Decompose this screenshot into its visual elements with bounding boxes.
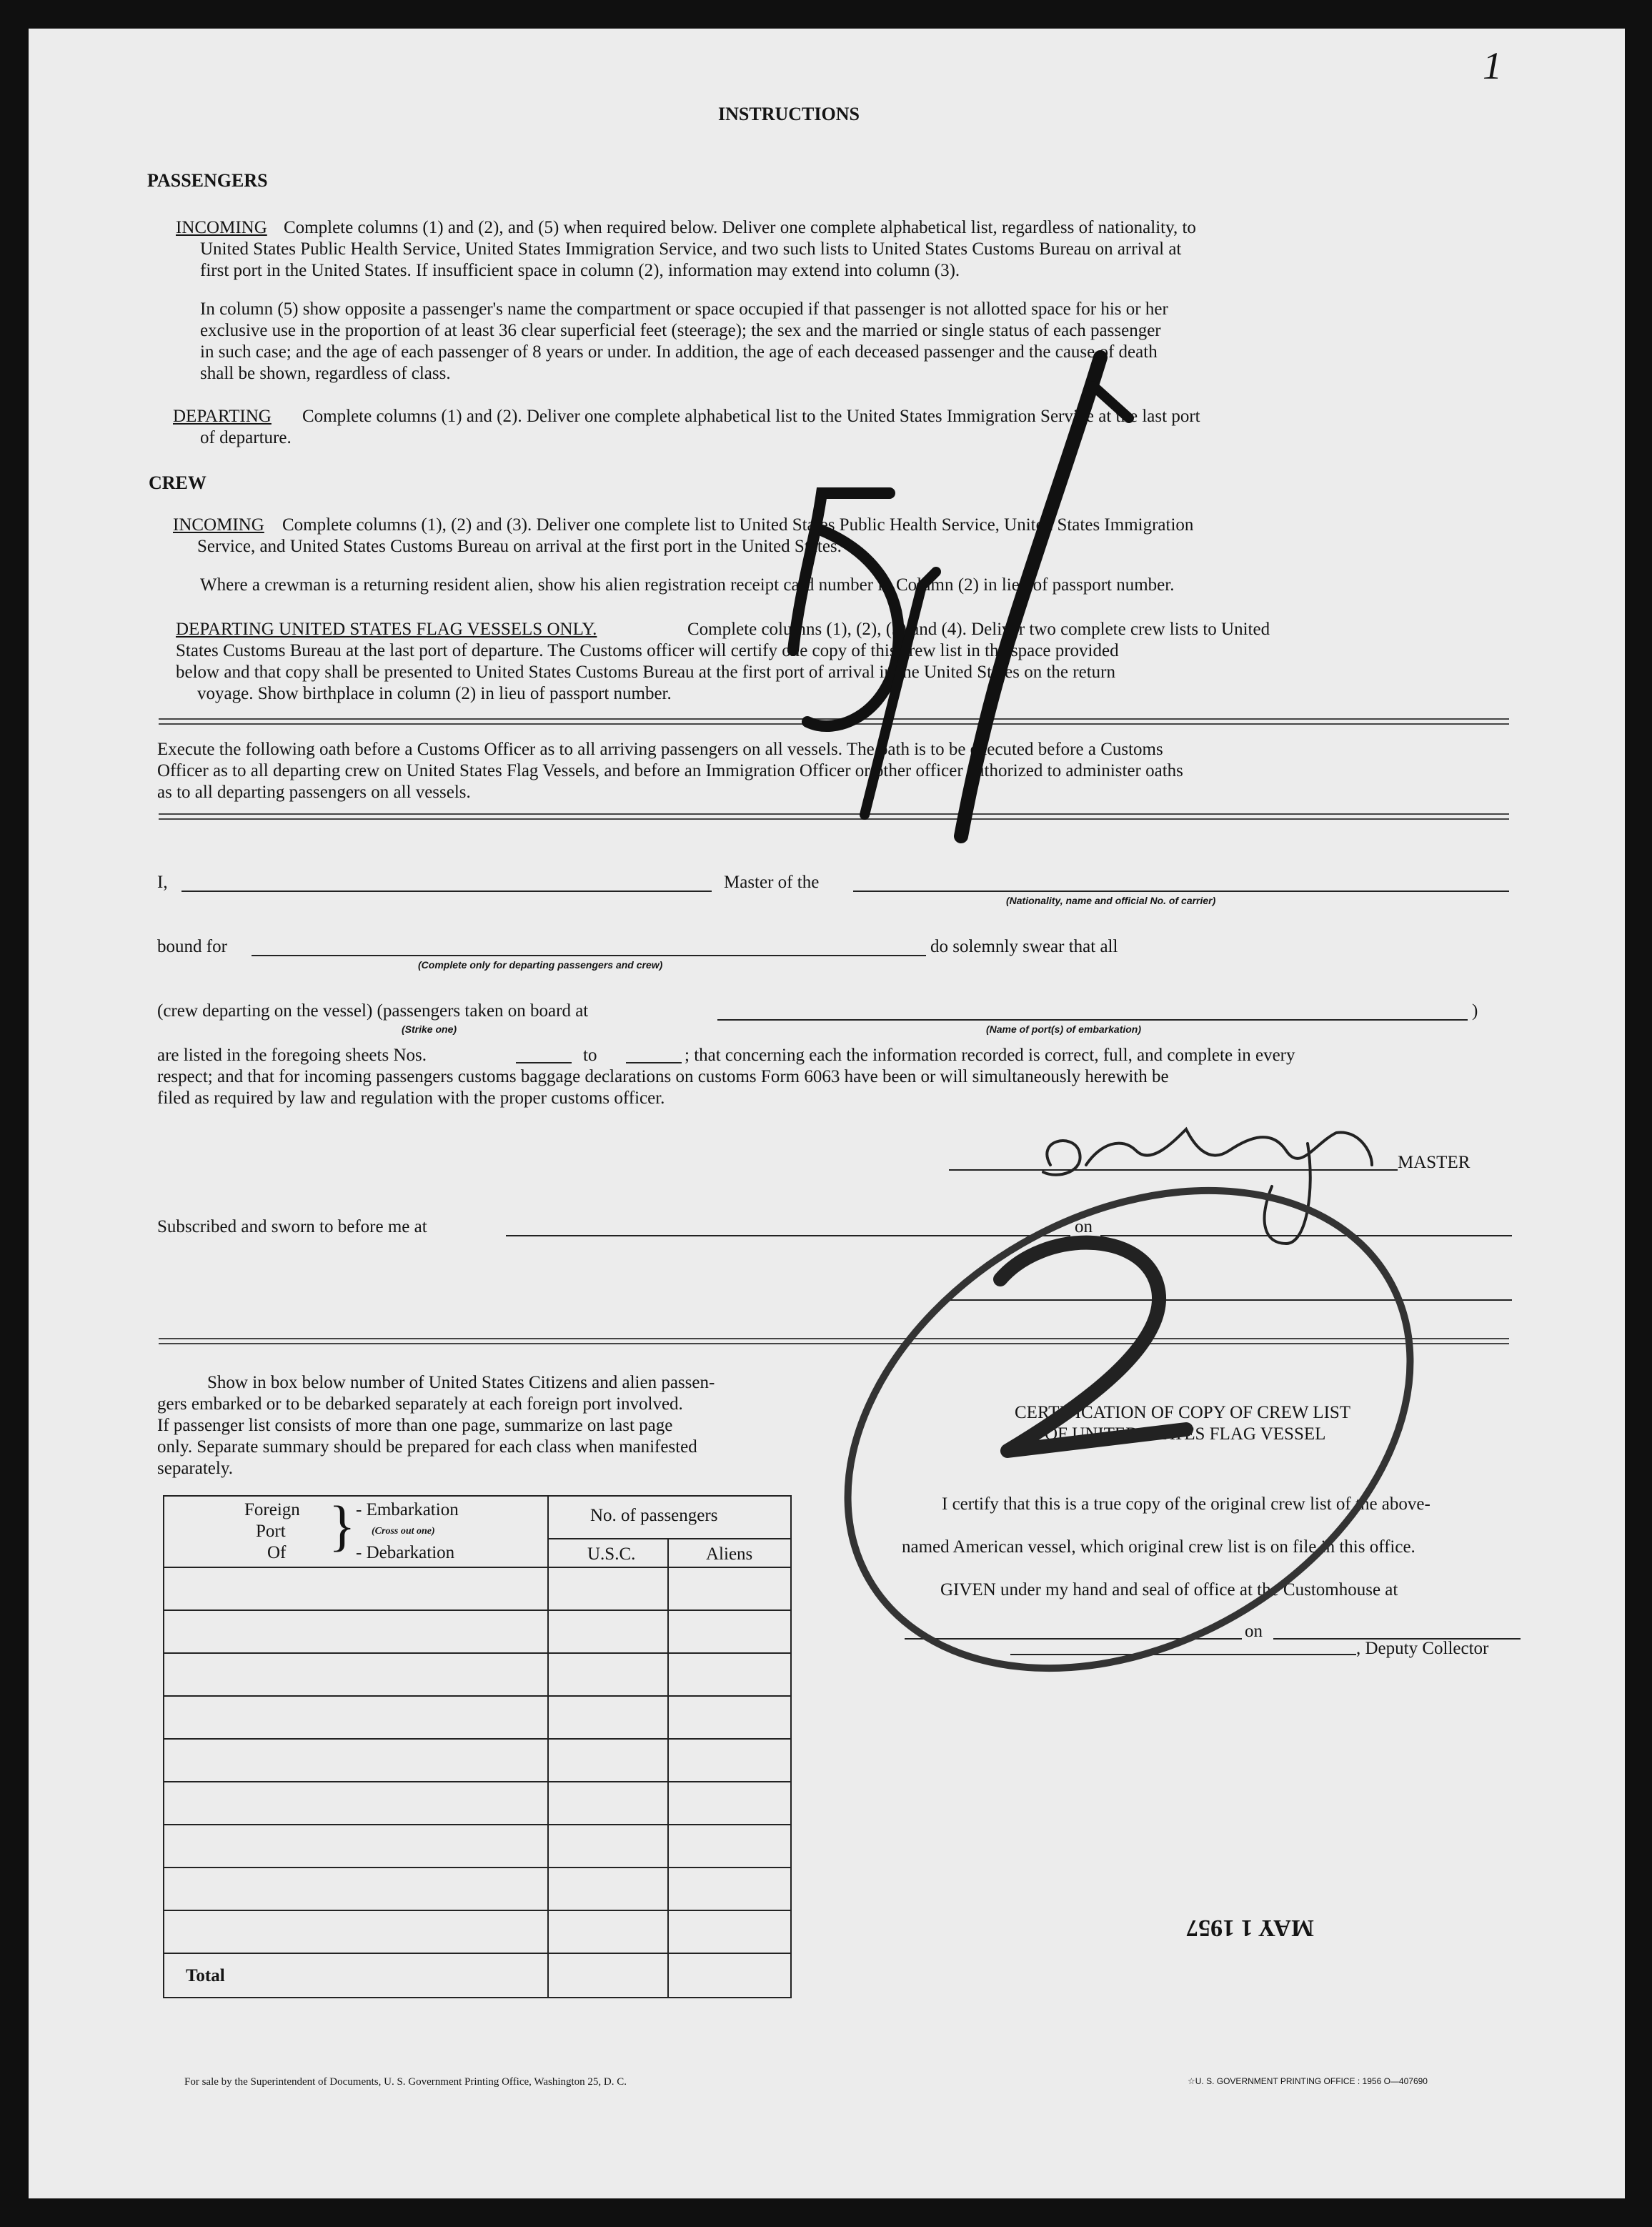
passengers-incoming-line: Complete columns (1) and (2), and (5) when required below. Deliver one complete alphabetical list, regardless of nationality, to — [284, 218, 1196, 237]
of-label: Of — [267, 1543, 287, 1562]
sworn-on-label: on — [1075, 1217, 1093, 1236]
no-passengers-label: No. of passengers — [590, 1506, 718, 1525]
certification-line: named American vessel, which original crew list is on file in this office. — [902, 1537, 1415, 1557]
listed-text: are listed in the foregoing sheets Nos. — [157, 1046, 427, 1065]
summary-note-line: gers embarked or to be debarked separately at each foreign port involved. — [157, 1394, 683, 1414]
certification-title: OF UNITED STATES FLAG VESSEL — [1045, 1424, 1326, 1444]
passengers-departing-line: Complete columns (1) and (2). Deliver one complete alphabetical list to the United States Immigration Service at the last port — [302, 407, 1200, 426]
embarkation-caption: (Name of port(s) of embarkation) — [986, 1023, 1142, 1035]
strike-caption: (Strike one) — [402, 1023, 457, 1035]
handwriting-overlay — [29, 29, 1625, 2198]
crew-departing-us-line: States Customs Bureau at the last port of departure. The Customs officer will certify one copy of this crew list in the space provided — [176, 641, 1119, 660]
crew-incoming-line: Service, and United States Customs Bureau on arrival at the first port in the United States. — [197, 537, 842, 556]
passengers-incoming-line: United States Public Health Service, United States Immigration Service, and two such lists to United States Customs Bureau on arrival at — [200, 239, 1182, 259]
handwritten-digit-5 — [793, 493, 899, 726]
swear-label: do solemnly swear that all — [930, 937, 1118, 956]
carrier-caption: (Nationality, name and official No. of carrier) — [1006, 895, 1216, 906]
corner-handwritten-mark: 1 — [1483, 44, 1502, 87]
crew-incoming-label: INCOMING — [173, 515, 264, 535]
oath-instruction-line: Officer as to all departing crew on United States Flag Vessels, and before an Immigration Officer or other officer authorized to administer oaths — [157, 761, 1183, 780]
date-stamp: MAY 1 1957 — [1186, 1915, 1314, 1941]
crew-departing-us-line: below and that copy shall be presented to United States Customs Bureau at the first port of arrival in the United States on the return — [176, 663, 1115, 682]
master-signature — [1043, 1129, 1372, 1244]
passengers-column5-line: In column (5) show opposite a passenger's name the compartment or space occupied if that passenger is not allotted space for his or her — [200, 299, 1168, 319]
crew-departing-us-line: Complete columns (1), (2), (3) and (4). Deliver two complete crew lists to United — [687, 620, 1270, 639]
embarkation-label: - Embarkation — [356, 1500, 459, 1519]
listed-text: respect; and that for incoming passengers customs baggage declarations on customs Form 6063 have been or will simultaneously herewith be — [157, 1067, 1169, 1086]
deputy-collector-label: , Deputy Collector — [1356, 1639, 1489, 1658]
passengers-incoming-line: first port in the United States. If insufficient space in column (2), information may extend into column (3). — [200, 261, 960, 280]
bound-caption: (Complete only for departing passengers and crew) — [418, 959, 663, 971]
brace-glyph: } — [329, 1494, 356, 1557]
instructions-title: INSTRUCTIONS — [718, 104, 860, 124]
oath-instruction-line: Execute the following oath before a Customs Officer as to all arriving passengers on all vessels. The oath is to be executed before a Customs — [157, 740, 1163, 759]
crew-resident-alien-note: Where a crewman is a returning resident alien, show his alien registration receipt card number in Column (2) in lieu of passport number. — [200, 575, 1175, 595]
summary-note-line: only. Separate summary should be prepared for each class when manifested — [157, 1437, 697, 1457]
footer-left: For sale by the Superintendent of Documents, U. S. Government Printing Office, Washington 25, D. C. — [184, 2076, 627, 2088]
summary-note-line: Show in box below number of United States Citizens and alien passen- — [207, 1373, 715, 1392]
listed-text: ; that concerning each the information recorded is correct, full, and complete in every — [685, 1046, 1295, 1065]
listed-text: filed as required by law and regulation with the proper customs officer. — [157, 1088, 665, 1108]
close-paren: ) — [1472, 1001, 1478, 1021]
passengers-column5-line: exclusive use in the proportion of at least 36 clear superficial feet (steerage); the sex and the married or single status of each passenger — [200, 321, 1161, 340]
master-label: MASTER — [1398, 1153, 1471, 1172]
certification-title: CERTIFICATION OF COPY OF CREW LIST — [1015, 1403, 1351, 1422]
passengers-incoming-label: INCOMING — [176, 218, 267, 237]
crew-incoming-line: Complete columns (1), (2) and (3). Deliver one complete list to United States Public Health Service, United States Immigration — [282, 515, 1194, 535]
listed-to-label: to — [583, 1046, 597, 1065]
subscribed-label: Subscribed and sworn to before me at — [157, 1217, 427, 1236]
summary-note-line: If passenger list consists of more than one page, summarize on last page — [157, 1416, 673, 1435]
crew-departing-us-label: DEPARTING UNITED STATES FLAG VESSELS ONLY. — [176, 620, 597, 639]
certification-on-label: on — [1245, 1622, 1263, 1641]
cross-out-caption: (Cross out one) — [372, 1526, 435, 1537]
handwritten-digit-2 — [1000, 1243, 1186, 1451]
passengers-departing-line: of departure. — [200, 428, 292, 447]
oath-instruction-line: as to all departing passengers on all vessels. — [157, 783, 471, 802]
passengers-heading: PASSENGERS — [147, 170, 268, 191]
summary-note-line: separately. — [157, 1459, 233, 1478]
bound-for-label: bound for — [157, 937, 227, 956]
passengers-column5-line: in such case; and the age of each passenger of 8 years or under. In addition, the age of each deceased passenger and the cause of death — [200, 342, 1158, 362]
crew-departing-strike-text: (crew departing on the vessel) (passengers taken on board at — [157, 1001, 589, 1021]
crew-departing-us-line: voyage. Show birthplace in column (2) in lieu of passport number. — [197, 684, 672, 703]
master-of-label: Master of the — [724, 873, 820, 892]
handwritten-digit-1 — [961, 357, 1100, 836]
passengers-column5-line: shall be shown, regardless of class. — [200, 364, 451, 383]
form-page — [29, 29, 1625, 2198]
debarkation-label: - Debarkation — [356, 1543, 455, 1562]
footer-right: ☆U. S. GOVERNMENT PRINTING OFFICE : 1956 O—407690 — [1188, 2076, 1428, 2086]
passengers-departing-label: DEPARTING — [173, 407, 272, 426]
total-label: Total — [186, 1966, 225, 1985]
aliens-label: Aliens — [706, 1544, 753, 1564]
certification-line: I certify that this is a true copy of the original crew list of the above- — [942, 1494, 1430, 1514]
usc-label: U.S.C. — [587, 1544, 636, 1564]
foreign-label: Foreign — [244, 1500, 300, 1519]
handwritten-tick — [1093, 386, 1129, 418]
certification-line: GIVEN under my hand and seal of office at the Customhouse at — [940, 1580, 1398, 1599]
crew-heading: CREW — [149, 472, 206, 493]
port-label: Port — [256, 1522, 286, 1541]
oath-i-label: I, — [157, 873, 168, 892]
